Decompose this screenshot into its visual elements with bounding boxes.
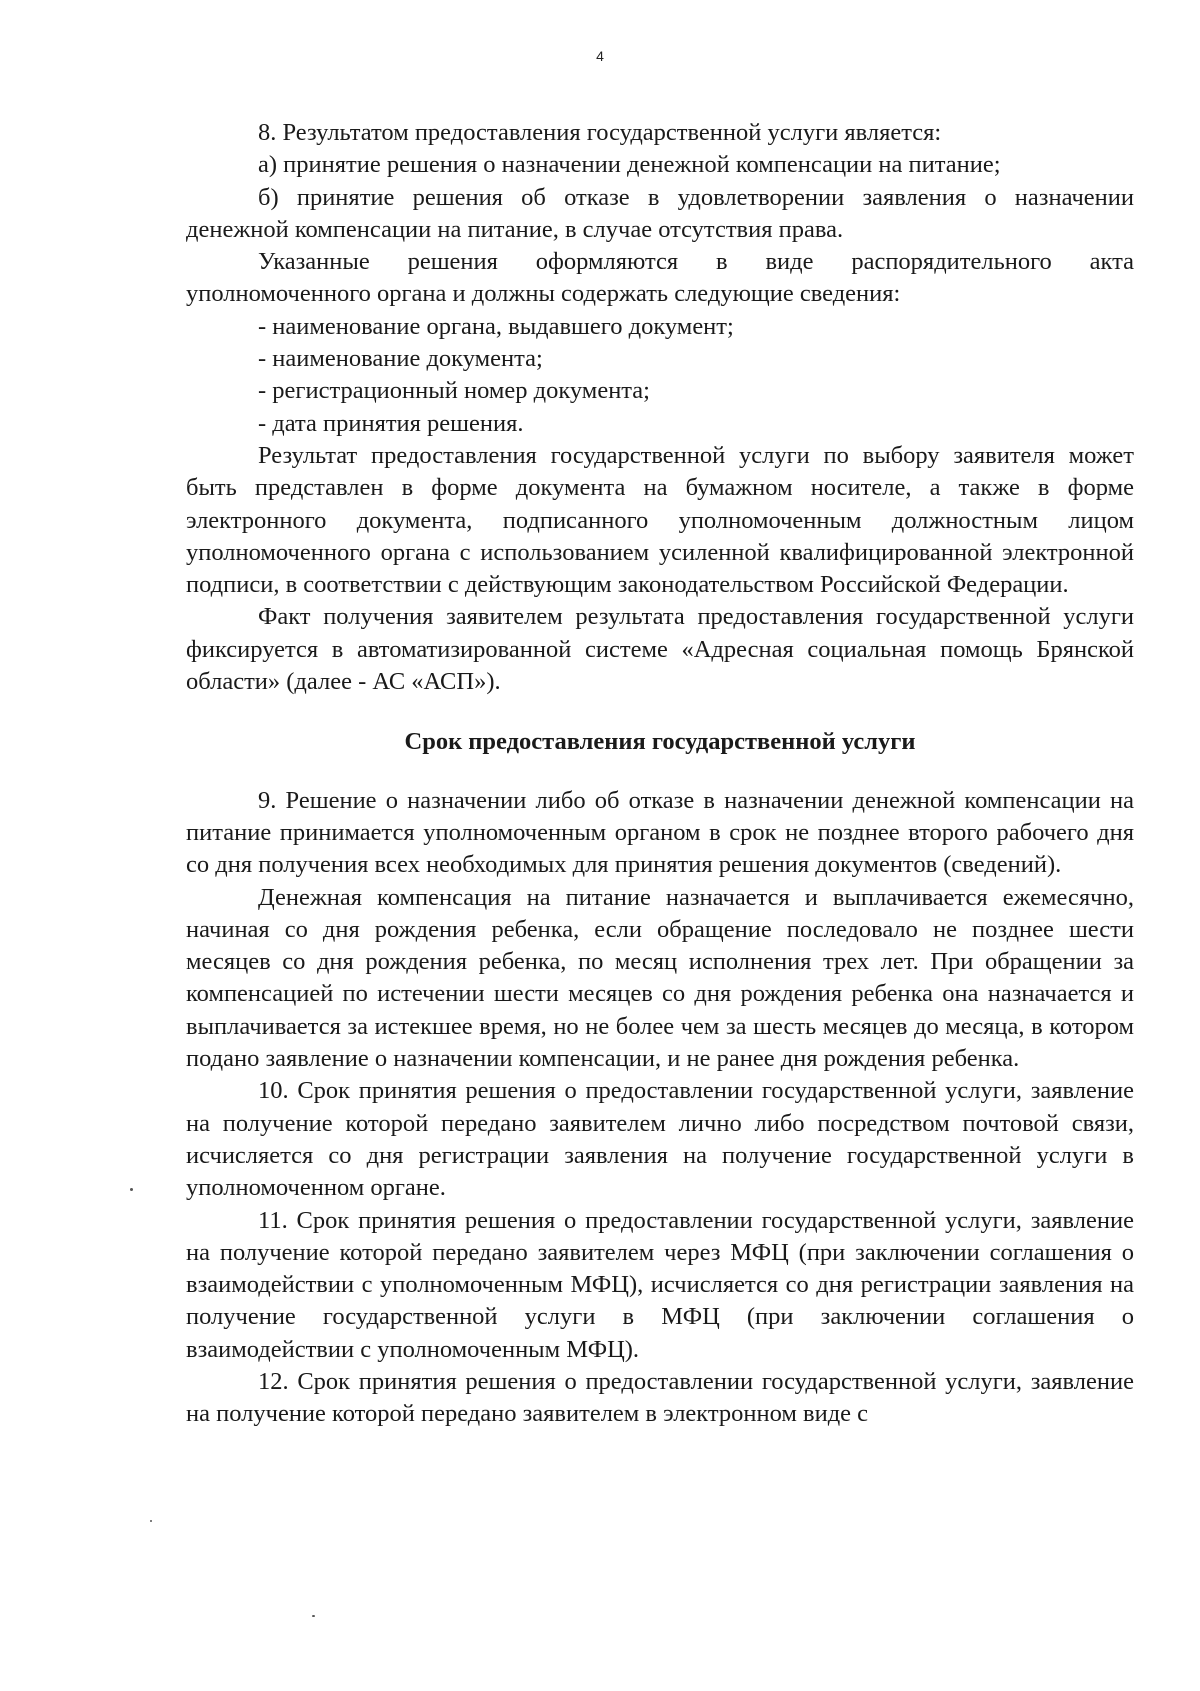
document-body — [186, 117, 1134, 1431]
paragraph-12: 12. Срок принятия решения о предоставлении государственной услуги, заявление на получение которой передано заявителем в электронном виде с — [186, 1367, 1134, 1428]
paragraph-11: 11. Срок принятия решения о предоставлении государственной услуги, заявление на получение которой передано заявителем через МФЦ (при заключении соглашения о взаимодействии с уполномоченным МФЦ), исчисляется со дня регистрации заявления на получение государственной услуги в МФЦ (при заключении соглашения о взаимодействии с уполномоченным МФЦ). — [186, 1206, 1134, 1363]
page-number: 4 — [596, 48, 604, 64]
paragraph-8-intro: 8. Результатом предоставления государственной услуги является: — [258, 119, 942, 146]
paragraph-9: 9. Решение о назначении либо об отказе в назначении денежной компенсации на питание принимается уполномоченным органом в срок не позднее второго рабочего дня со дня получения всех необходимых для принятия решения документов (сведений). — [186, 786, 1134, 879]
scan-speck — [312, 1615, 315, 1617]
paragraph-8-result-form: Результат предоставления государственной услуги по выбору заявителя может быть представлен в форме документа на бумажном носителе, а также в форме электронного документа, подписанного уполномоченным должностным лицом уполномоченного органа с использованием усиленной квалифицированной электронной подписи, в соответствии с действующим законодательством Российской Федерации. — [186, 441, 1134, 599]
section-heading: Срок предоставления государственной услуги — [404, 728, 916, 756]
list-item: - дата принятия решения. — [258, 409, 524, 437]
paragraph-8-b: б) принятие решения об отказе в удовлетворении заявления о назначении денежной компенсации на питание, в случае отсутствия права. — [186, 183, 1134, 243]
paragraph-8-fact: Факт получения заявителем результата предоставления государственной услуги фиксируется в автоматизированной системе «Адресная социальная помощь Брянской области» (далее - АС «АСП»). — [186, 603, 1134, 696]
scan-speck — [130, 1188, 133, 1191]
list-item: - наименование органа, выдавшего документ; — [258, 312, 734, 340]
list-item: - регистрационный номер документа; — [258, 377, 650, 405]
paragraph-10: 10. Срок принятия решения о предоставлении государственной услуги, заявление на получение которой передано заявителем лично либо посредством почтовой связи, исчисляется со дня регистрации заявления на получение государственной услуги в уполномоченном органе. — [186, 1077, 1134, 1202]
scan-speck — [150, 1520, 152, 1522]
paragraph-8-decisions: Указанные решения оформляются в виде распорядительного акта уполномоченного органа и должны содержать следующие сведения: — [186, 248, 1134, 308]
paragraph-8-a: а) принятие решения о назначении денежной компенсации на питание; — [258, 151, 1001, 179]
paragraph-9-compensation: Денежная компенсация на питание назначается и выплачивается ежемесячно, начиная со дня рождения ребенка, если обращение последовало не позднее шести месяцев со дня рождения ребенка, по месяц исполнения трех лет. При обращении за компенсацией по истечении шести месяцев со дня рождения ребенка она назначается и выплачивается за истекшее время, но не более чем за шесть месяцев до месяца, в котором подано заявление о назначении компенсации, и не ранее дня рождения ребенка. — [186, 883, 1134, 1073]
list-item: - наименование документа; — [258, 345, 543, 373]
